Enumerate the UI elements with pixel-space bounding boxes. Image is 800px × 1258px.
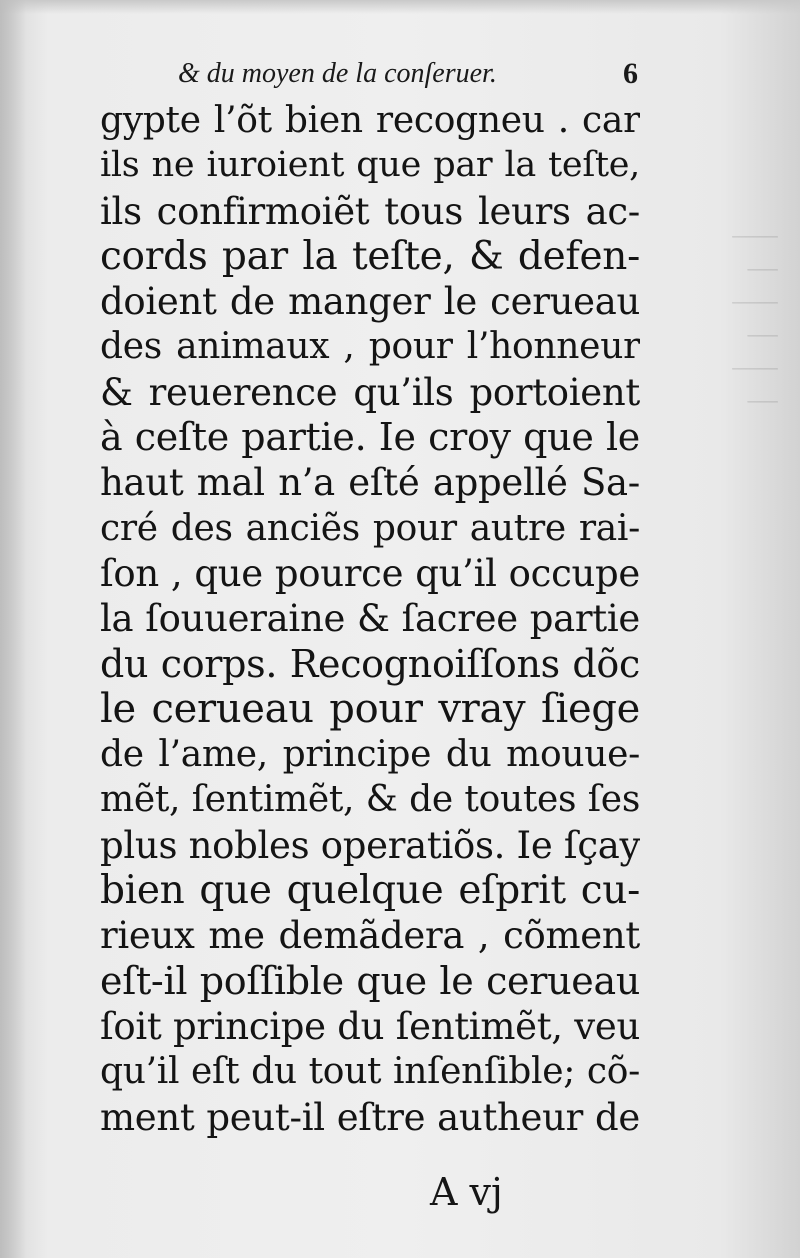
text-line: cords par la teſte, & defen- [100,233,640,279]
text-line: ils ne iuroient que par la teſte, [100,145,640,186]
running-head-text: & du moyen de la conſeruer. [178,58,497,89]
text-line: ſoit principe du ſentimẽt, veu [100,1004,640,1048]
text-line: ſon , que pource qu’il occupe [100,551,640,595]
text-line: haut mal n’a eſté appellé Sa- [100,461,640,505]
text-line: de l’ame, principe du mouue- [100,734,640,776]
text-line: mẽt, ſentimẽt, & de toutes ſes [100,779,640,821]
text-line: à ceſte partie. Ie croy que le [100,415,640,460]
text-line: rieux me demãdera , cõment [100,914,640,958]
text-line: bien que quelque eſprit cu- [100,868,640,914]
text-line: ment peut-il eſtre autheur de [100,1095,640,1139]
body-text [100,98,640,1140]
page-number: 6 [623,57,638,90]
text-line: plus nobles operatiõs. Ie ſçay [100,823,640,867]
text-line: la ſouueraine & ſacree partie [100,597,640,641]
signature-mark: A vj [430,1170,503,1214]
text-line: ils confirmoiẽt tous leurs ac- [100,189,640,233]
text-line: qu’il eſt du tout inſenſible; cõ- [100,1051,640,1093]
text-line: gypte l’õt bien recogneu . car [100,100,640,141]
text-line: doient de manger le cerueau [100,280,640,324]
text-line: des animaux , pour l’honneur [100,326,640,368]
page-gutter-shadow [0,0,26,1258]
page-top-shadow [0,0,800,14]
text-line: du corps. Recognoiſſons dõc [100,641,640,686]
text-line: & reuerence qu’ils portoient [100,370,640,414]
text-line: cré des anciẽs pour autre rai- [100,507,640,549]
text-line: le cerueau pour vray ſiege [100,686,640,732]
running-head [178,52,638,96]
bleed-through-marks: ⸻ ⸺ ⸻ ⸺ ⸻ ⸺ [732,226,780,412]
text-line: eſt-il poſſible que le cerueau [100,958,640,1003]
